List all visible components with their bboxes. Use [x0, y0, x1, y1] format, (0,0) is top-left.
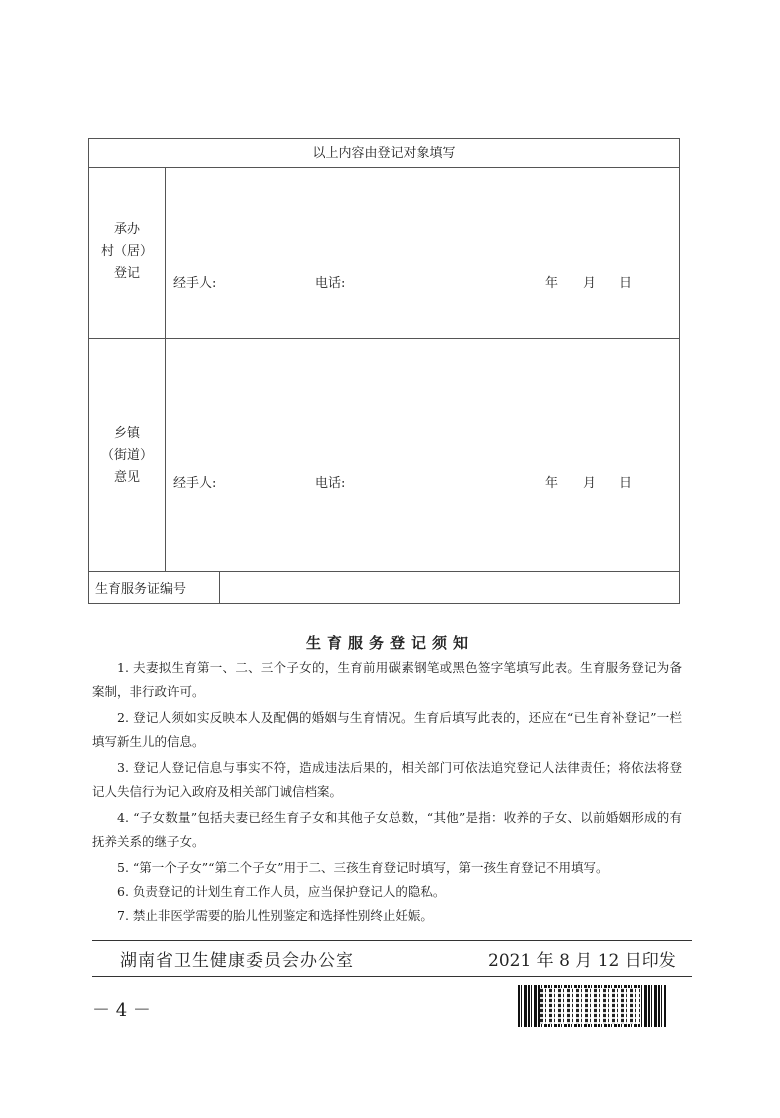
notice-paragraph-1: 1. 夫妻拟生育第一、二、三个子女的，生育前用碳素钢笔或黑色签字笔填写此表。生育服务登记为备案制，非行政许可。 [92, 660, 682, 699]
notice-paragraph-4: 4. “子女数量”包括夫妻已经生育子女和其他子女总数，“其他”是指：收养的子女、以前婚姻形成的有抚养关系的继子女。 [92, 810, 682, 849]
village-date-day: 日 [619, 276, 633, 291]
divider [89, 167, 679, 168]
footer-bottom-rule [92, 976, 692, 977]
issuer: 湖南省卫生健康委员会办公室 [120, 951, 354, 971]
township-opinion-label: 乡镇 （街道） 意见 [100, 426, 153, 485]
township-phone-label: 电话: [315, 476, 346, 491]
village-registration-label: 承办 村（居） 登记 [100, 222, 153, 281]
village-date-year: 年 [545, 276, 559, 291]
notice-paragraph-3: 3. 登记人登记信息与事实不符，造成违法后果的，相关部门可依法追究登记人法律责任；将依法将登记人失信行为记入政府及相关部门诚信档案。 [92, 760, 682, 799]
township-date-year: 年 [545, 476, 559, 491]
notice-paragraph-7: 7. 禁止非医学需要的胎儿性别鉴定和选择性别终止妊娠。 [117, 908, 433, 923]
certificate-number-label: 生育服务证编号 [95, 582, 187, 597]
divider [89, 338, 679, 339]
village-handler-label: 经手人: [173, 276, 217, 291]
notice-title: 生育服务登记须知 [305, 634, 474, 652]
page-number: － 4 － [92, 1000, 151, 1021]
form-header: 以上内容由登记对象填写 [312, 146, 456, 161]
township-date-day: 日 [619, 476, 633, 491]
divider [165, 167, 166, 571]
notice-paragraph-2: 2. 登记人须如实反映本人及配偶的婚姻与生育情况。生育后填写此表的，还应在“已生育补登记”一栏填写新生儿的信息。 [92, 710, 682, 749]
village-phone-label: 电话: [315, 276, 346, 291]
divider [219, 571, 220, 603]
registration-form-table [88, 138, 680, 604]
notice-paragraph-6: 6. 负责登记的计划生育工作人员，应当保护登记人的隐私。 [117, 884, 446, 899]
village-date-month: 月 [583, 276, 597, 291]
township-handler-label: 经手人: [173, 476, 217, 491]
issue-date: 2021 年 8 月 12 日印发 [488, 951, 676, 971]
footer-top-rule [92, 940, 692, 941]
township-date-month: 月 [583, 476, 597, 491]
notice-paragraph-5: 5. “第一个子女”“第二个子女”用于二、三孩生育登记时填写，第一孩生育登记不用填写。 [117, 860, 609, 875]
qr-code-icon [540, 988, 640, 1024]
divider [89, 571, 679, 572]
barcode-icon [518, 985, 666, 1027]
